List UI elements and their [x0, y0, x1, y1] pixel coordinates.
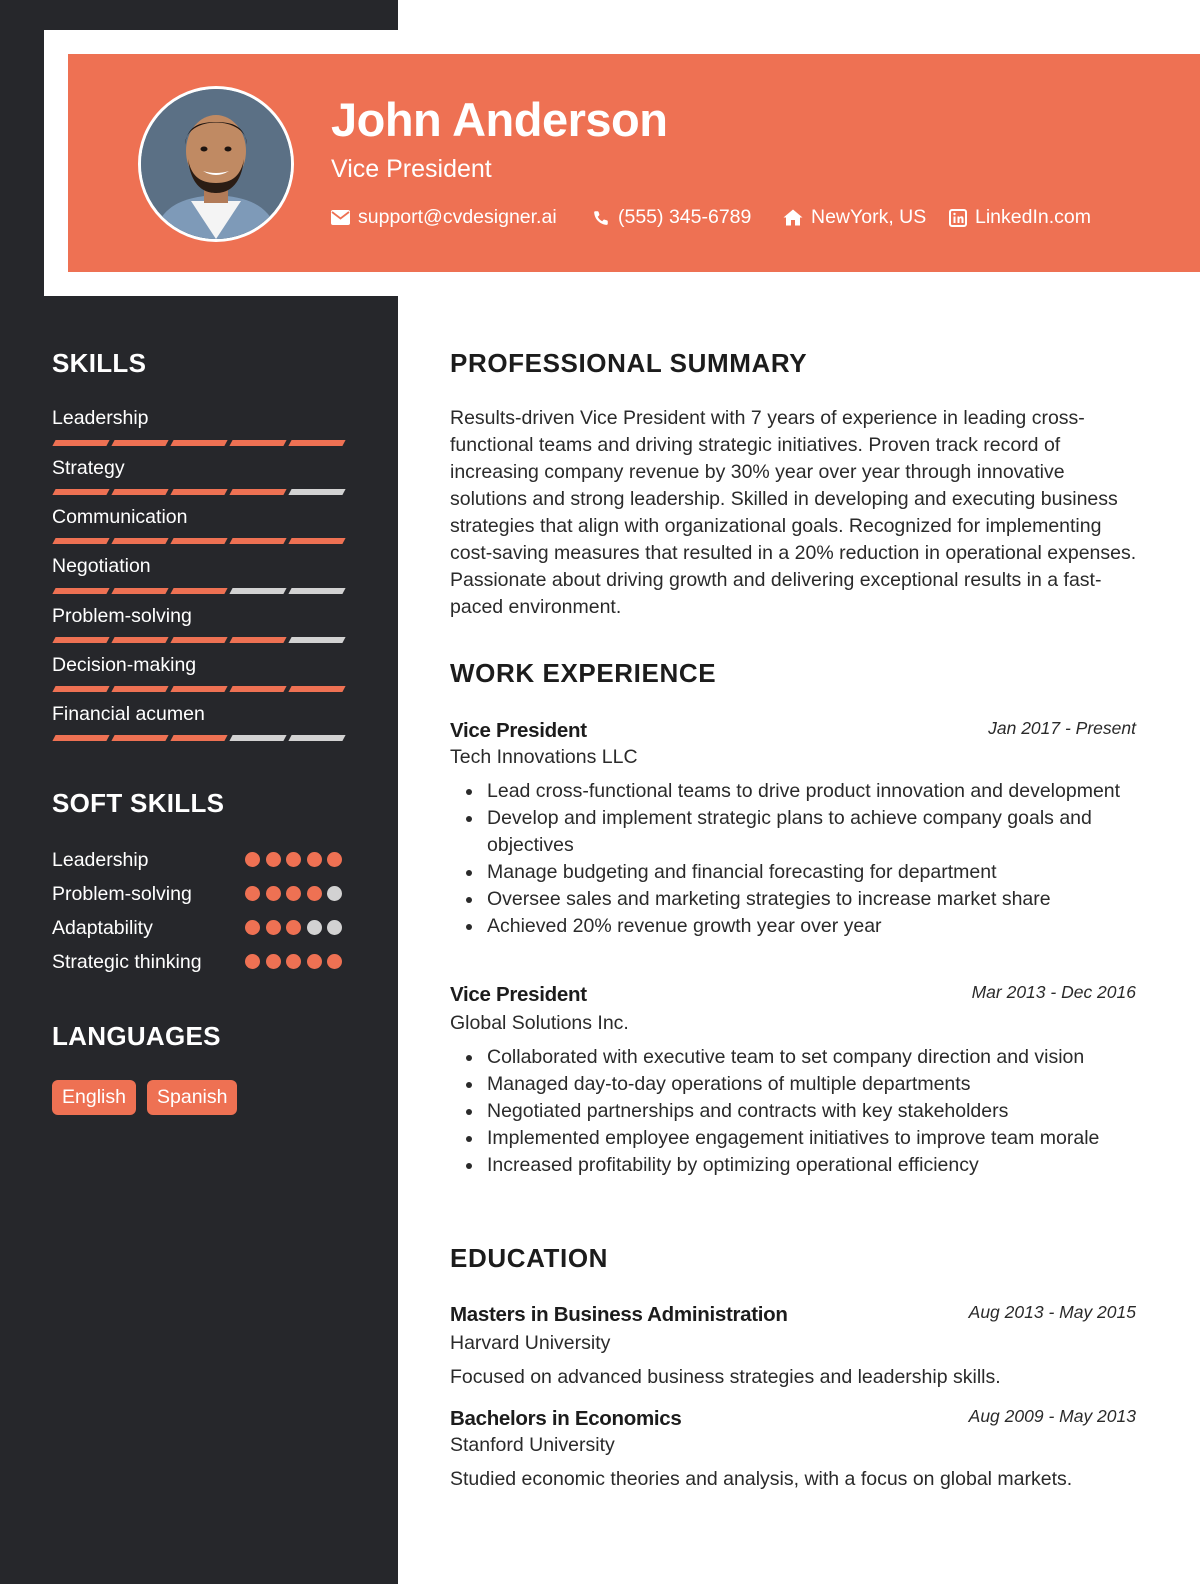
linkedin-icon: [949, 209, 967, 227]
degree-dates: Aug 2009 - May 2013: [968, 1406, 1136, 1426]
contact-linkedin[interactable]: [949, 206, 1091, 229]
job-bullets: [466, 1044, 1141, 1179]
skill-segment: [288, 588, 345, 594]
job-bullets: [466, 778, 1141, 940]
skill-segment: [288, 440, 345, 446]
skill-segment: [229, 735, 286, 741]
soft-skills-heading: SOFT SKILLS: [52, 788, 225, 818]
summary-heading: PROFESSIONAL SUMMARY: [450, 348, 808, 378]
list-item: Manage budgeting and financial forecasting for department: [466, 859, 1141, 886]
rating-dot: [327, 852, 342, 867]
skill-bar: [54, 735, 344, 741]
skill-label: Communication: [52, 506, 188, 528]
skill-segment: [229, 440, 286, 446]
candidate-name: John Anderson: [331, 93, 668, 146]
rating-dot: [327, 954, 342, 969]
soft-skill-label: Strategic thinking: [52, 951, 202, 973]
soft-skill-dots: [245, 886, 345, 902]
candidate-role: Vice President: [331, 155, 492, 183]
skill-segment: [170, 489, 227, 495]
language-tag: English: [52, 1080, 136, 1115]
skill-label: Decision-making: [52, 654, 197, 676]
skill-segment: [170, 538, 227, 544]
skill-segment: [288, 637, 345, 643]
skill-segment: [229, 489, 286, 495]
rating-dot: [307, 954, 322, 969]
skill-segment: [111, 686, 168, 692]
rating-dot: [266, 852, 281, 867]
degree-dates: Aug 2013 - May 2015: [968, 1302, 1136, 1322]
rating-dot: [327, 886, 342, 901]
rating-dot: [286, 920, 301, 935]
job-dates: Mar 2013 - Dec 2016: [971, 982, 1136, 1002]
languages-heading: LANGUAGES: [52, 1021, 221, 1051]
skill-segment: [170, 440, 227, 446]
skill-segment: [111, 588, 168, 594]
skill-segment: [111, 637, 168, 643]
rating-dot: [245, 920, 260, 935]
soft-skill-dots: [245, 920, 345, 936]
contact-phone-text: (555) 345-6789: [618, 206, 752, 228]
skill-segment: [288, 489, 345, 495]
rating-dot: [286, 886, 301, 901]
skill-segment: [288, 538, 345, 544]
rating-dot: [286, 954, 301, 969]
skill-label: Strategy: [52, 457, 125, 479]
skill-segment: [52, 588, 109, 594]
skill-segment: [170, 588, 227, 594]
contact-email-text: support@cvdesigner.ai: [358, 206, 557, 228]
envelope-icon: [331, 210, 350, 225]
skill-segment: [52, 538, 109, 544]
degree-title: Masters in Business Administration: [450, 1303, 788, 1326]
rating-dot: [307, 920, 322, 935]
rating-dot: [327, 920, 342, 935]
list-item: Develop and implement strategic plans to achieve company goals and objectives: [466, 805, 1141, 859]
skill-segment: [229, 538, 286, 544]
list-item: Oversee sales and marketing strategies to increase market share: [466, 886, 1141, 913]
soft-skill-label: Adaptability: [52, 917, 153, 939]
degree-description: Studied economic theories and analysis, with a focus on global markets.: [450, 1468, 1073, 1490]
skill-segment: [170, 637, 227, 643]
rating-dot: [266, 920, 281, 935]
skill-label: Financial acumen: [52, 703, 205, 725]
list-item: Achieved 20% revenue growth year over year: [466, 913, 1141, 940]
skill-segment: [52, 440, 109, 446]
skill-segment: [288, 686, 345, 692]
skill-segment: [111, 735, 168, 741]
summary-text: Results-driven Vice President with 7 years of experience in leading cross-functional teams and driving strategic initiatives. Proven track record of increasing company revenue by 30% year over year through innovative solutions and strong leadership. Skilled in developing and executing business strategies that align with organizational goals. Recognized for implementing cost-saving measures that resulted in a 20% reduction in operational expenses. Passionate about driving growth and delivering exceptional results in a fast-paced environment.: [450, 407, 1137, 618]
skill-bar: [54, 588, 344, 594]
job-dates: Jan 2017 - Present: [988, 718, 1136, 738]
rating-dot: [307, 886, 322, 901]
education-heading: EDUCATION: [450, 1243, 609, 1273]
rating-dot: [245, 954, 260, 969]
skill-segment: [229, 588, 286, 594]
school-name: Harvard University: [450, 1332, 611, 1354]
rating-dot: [266, 886, 281, 901]
experience-heading: WORK EXPERIENCE: [450, 658, 717, 688]
contact-email[interactable]: [331, 206, 557, 229]
rating-dot: [245, 886, 260, 901]
job-title: Vice President: [450, 983, 587, 1006]
rating-dot: [286, 852, 301, 867]
skill-segment: [170, 735, 227, 741]
contact-location-text: NewYork, US: [811, 206, 927, 228]
skill-label: Negotiation: [52, 555, 151, 577]
soft-skill-dots: [245, 954, 345, 970]
skill-segment: [229, 637, 286, 643]
list-item: Implemented employee engagement initiatives to improve team morale: [466, 1125, 1141, 1152]
skill-bar: [54, 489, 344, 495]
phone-icon: [592, 209, 610, 227]
skill-segment: [288, 735, 345, 741]
skills-heading: SKILLS: [52, 348, 147, 378]
list-item: Lead cross-functional teams to drive product innovation and development: [466, 778, 1141, 805]
avatar-photo: [141, 89, 291, 239]
job-company: Tech Innovations LLC: [450, 746, 638, 768]
rating-dot: [266, 954, 281, 969]
skill-bar: [54, 440, 344, 446]
home-icon: [783, 209, 803, 226]
list-item: Collaborated with executive team to set company direction and vision: [466, 1044, 1141, 1071]
soft-skill-label: Leadership: [52, 849, 149, 871]
job-title: Vice President: [450, 719, 587, 742]
contact-location: [783, 206, 926, 229]
skill-segment: [170, 686, 227, 692]
degree-description: Focused on advanced business strategies and leadership skills.: [450, 1366, 1001, 1388]
rating-dot: [245, 852, 260, 867]
skill-segment: [52, 637, 109, 643]
skill-segment: [229, 686, 286, 692]
list-item: Negotiated partnerships and contracts with key stakeholders: [466, 1098, 1141, 1125]
skill-label: Leadership: [52, 407, 149, 429]
school-name: Stanford University: [450, 1434, 615, 1456]
avatar: [138, 86, 294, 242]
skill-segment: [52, 489, 109, 495]
job-company: Global Solutions Inc.: [450, 1012, 629, 1034]
skill-segment: [111, 489, 168, 495]
contact-linkedin-text: LinkedIn.com: [975, 206, 1091, 228]
skill-bar: [54, 686, 344, 692]
skill-bar: [54, 637, 344, 643]
degree-title: Bachelors in Economics: [450, 1407, 682, 1430]
skill-segment: [52, 735, 109, 741]
list-item: Managed day-to-day operations of multiple departments: [466, 1071, 1141, 1098]
list-item: Increased profitability by optimizing operational efficiency: [466, 1152, 1141, 1179]
skill-bar: [54, 538, 344, 544]
skill-segment: [52, 686, 109, 692]
contact-phone[interactable]: [592, 206, 751, 229]
language-tag: Spanish: [147, 1080, 237, 1115]
skill-segment: [111, 538, 168, 544]
rating-dot: [307, 852, 322, 867]
soft-skill-label: Problem-solving: [52, 883, 192, 905]
soft-skill-dots: [245, 852, 345, 868]
skill-label: Problem-solving: [52, 605, 192, 627]
skill-segment: [111, 440, 168, 446]
